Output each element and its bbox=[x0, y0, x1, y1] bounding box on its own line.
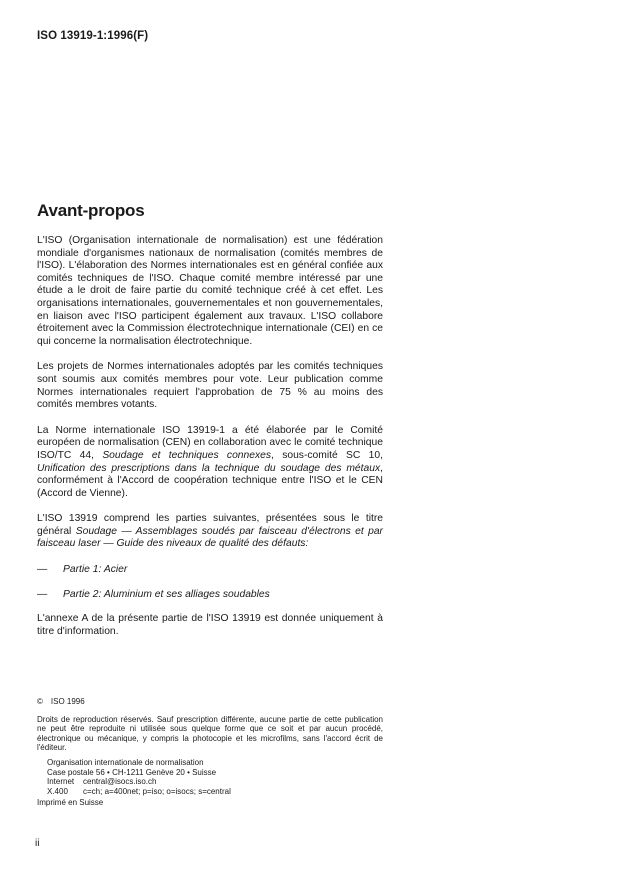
list-item-text: Partie 2: Aluminium et ses alliages soudables bbox=[63, 588, 270, 600]
list-item bbox=[37, 564, 383, 577]
subcommittee-title: Unification des prescriptions dans la technique du soudage des métaux bbox=[37, 462, 381, 474]
paragraph-elaboration-text-2: , sous-comité SC 10, bbox=[271, 449, 383, 461]
organisation-name: Organisation internationale de normalisation bbox=[47, 757, 204, 767]
postal-address: Case postale 56 • CH-1211 Genève 20 • Suisse bbox=[47, 767, 217, 777]
document-identifier: ISO 13919-1:1996(F) bbox=[37, 30, 149, 42]
list-item bbox=[37, 589, 383, 602]
rights-notice: Droits de reproduction réservés. Sauf prescription différente, aucune partie de cette publication ne peut être reproduite ni utilisée sous quelque forme que ce soit et par aucun procédé, électronique ou mécanique, y compris la photocopie et les microfilms, sans l'accord écrit de l'éditeur. bbox=[37, 714, 383, 753]
paragraph-parts bbox=[37, 513, 383, 551]
paragraph-iso-intro: L'ISO (Organisation internationale de normalisation) est une fédération mondiale d'organismes nationaux de normalisation (comités membres de l'ISO). L'élaboration des Normes internationales est en général confiée aux comités techniques de l'ISO. Chaque comité membre intéressé par une étude a le droit de faire partie du comité technique créé à cet effet. Les organisations internationales, gouvernementales et non gouvernementales, en liaison avec l'ISO participent également aux travaux. L'ISO collabore étroitement avec la Commission électrotechnique internationale (CEI) en ce qui concerne la normalisation électrotechnique. bbox=[37, 235, 383, 347]
paragraph-voting: Les projets de Normes internationales adoptés par les comités techniques sont soumis aux comités membres pour vote. Leur publication comme Normes internationales requiert l'approbation de 75 % au moins des comités membres votants. bbox=[37, 361, 383, 411]
list-dash: — bbox=[37, 588, 48, 600]
committee-title: Soudage et techniques connexes bbox=[102, 449, 272, 461]
list-dash: — bbox=[37, 564, 48, 576]
list-item-text: Partie 1: Acier bbox=[63, 564, 128, 576]
copyright-footer bbox=[37, 697, 383, 808]
section-title: Avant-propos bbox=[37, 201, 145, 220]
publisher-address bbox=[37, 758, 383, 796]
copyright-text: ISO 1996 bbox=[50, 697, 85, 706]
general-title: Soudage — Assemblages soudés par faisceau d'électrons et par faisceau laser — Guide des niveaux de qualité des défauts: bbox=[37, 525, 383, 550]
printed-in: Imprimé en Suisse bbox=[37, 798, 104, 808]
copyright-icon: © bbox=[37, 697, 43, 706]
paragraph-elaboration-text-3: , conformément à l'Accord de coopération technique entre l'ISO et le CEN (Accord de Vienne). bbox=[37, 462, 383, 499]
paragraph-annex: L'annexe A de la présente partie de l'ISO 13919 est donnée uniquement à titre d'information. bbox=[37, 613, 383, 637]
internet-label: Internet bbox=[47, 777, 75, 787]
x400-line bbox=[47, 787, 383, 797]
foreword-body bbox=[37, 235, 383, 651]
x400-address: c=ch; a=400net; p=iso; o=isocs; s=central bbox=[83, 786, 231, 796]
x400-label: X.400 bbox=[47, 786, 68, 796]
paragraph-elaboration-text-1: La Norme internationale ISO 13919-1 a été élaborée par le Comité européen de normalisation (CEN) en collaboration avec le comité technique ISO/TC 44, bbox=[37, 424, 383, 461]
internet-line bbox=[47, 777, 383, 787]
paragraph-elaboration bbox=[37, 425, 383, 501]
paragraph-parts-text: L'ISO 13919 comprend les parties suivantes, présentées sous le titre général bbox=[37, 513, 383, 537]
page-number: ii bbox=[35, 838, 40, 849]
copyright-line bbox=[37, 697, 383, 707]
internet-address: central@isocs.iso.ch bbox=[83, 777, 157, 787]
